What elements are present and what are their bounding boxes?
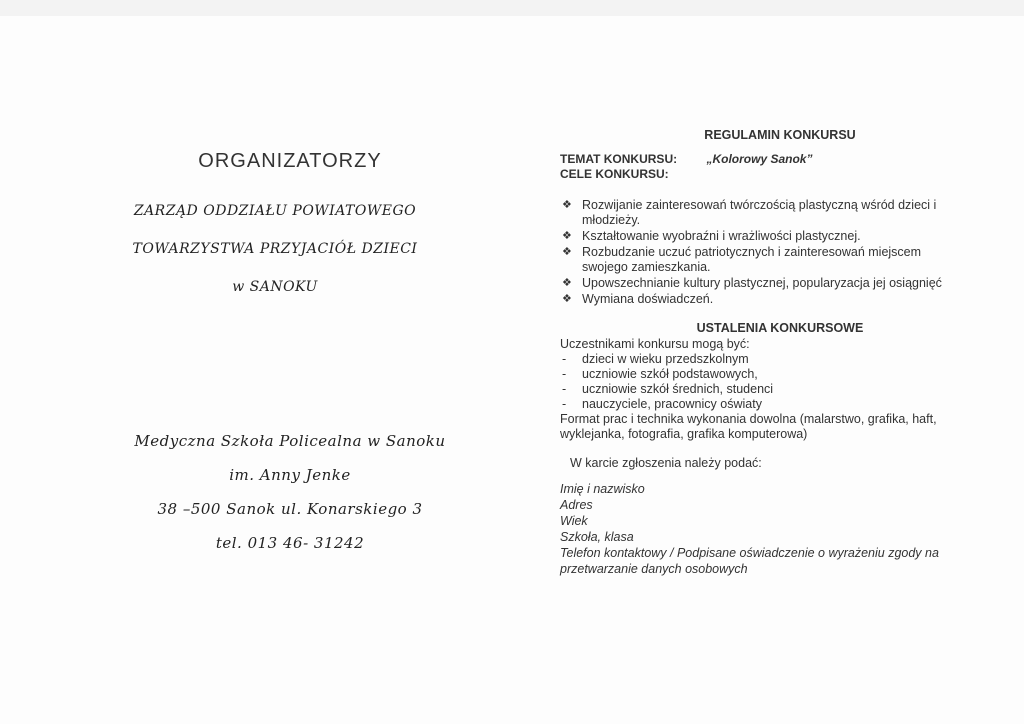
dash-bullet-icon: - — [562, 352, 567, 366]
list-item: - dzieci w wieku przedszkolnym — [562, 352, 749, 366]
diamond-bullet-icon: ❖ — [562, 199, 572, 211]
list-item: ❖ Rozbudzanie uczuć patriotycznych i zainteresowań miejscem swojego zamieszkania. — [562, 245, 922, 274]
field-item: Imię i nazwisko — [560, 482, 645, 496]
list-item: - nauczyciele, pracownicy oświaty — [562, 397, 762, 411]
school-section — [110, 432, 470, 568]
format-note: Format prac i technika wykonania dowolna (malarstwo, grafika, haft, wyklejanka, fotografia, grafika komputerowa) — [560, 412, 937, 441]
organizer-line-2: TOWARZYSTWA PRZYJACIÓŁ DZIECI — [132, 241, 418, 257]
field-item: Telefon kontaktowy / Podpisane oświadczenie o wyrażeniu zgody na przetwarzanie danych osobowych — [560, 546, 939, 576]
list-item: ❖ Rozwijanie zainteresowań twórczością plastyczną wśród dzieci i młodzieży. — [562, 198, 937, 227]
school-name: Medyczna Szkoła Policealna w Sanoku — [134, 432, 446, 450]
organizer-line-1: ZARZĄD ODDZIAŁU POWIATOWEGO — [133, 203, 417, 219]
form-fields — [560, 481, 960, 577]
organizers-title: ORGANIZATORZY — [198, 150, 382, 172]
dash-bullet-icon: - — [562, 397, 567, 411]
participants-intro: Uczestnikami konkursu mogą być: — [560, 337, 750, 351]
field-item: Adres — [560, 498, 593, 512]
participants-list — [560, 352, 960, 412]
theme-value: „Kolorowy Sanok” — [706, 152, 813, 166]
list-item: ❖ Wymiana doświadczeń. — [562, 292, 714, 306]
form-note: W karcie zgłoszenia należy podać: — [570, 456, 762, 470]
list-item: - uczniowie szkół podstawowych, — [562, 367, 758, 381]
rules-title: REGULAMIN KONKURSU — [704, 128, 856, 142]
theme-label: TEMAT KONKURSU: — [560, 152, 678, 166]
organizers-section — [110, 150, 440, 295]
list-item: ❖ Upowszechnianie kultury plastycznej, popularyzacja jej osiągnięć — [562, 276, 942, 290]
theme-row — [560, 152, 960, 167]
dash-bullet-icon: - — [562, 382, 567, 396]
school-phone: tel. 013 46- 31242 — [215, 534, 365, 552]
diamond-bullet-icon: ❖ — [562, 246, 572, 258]
settings-title: USTALENIA KONKURSOWE — [696, 321, 864, 335]
school-patron: im. Anny Jenke — [229, 466, 351, 484]
list-item: ❖ Kształtowanie wyobraźni i wrażliwości plastycznej. — [562, 229, 861, 243]
list-item: - uczniowie szkół średnich, studenci — [562, 382, 774, 396]
diamond-bullet-icon: ❖ — [562, 277, 572, 289]
field-item: Szkoła, klasa — [560, 530, 634, 544]
school-address: 38 –500 Sanok ul. Konarskiego 3 — [157, 500, 423, 518]
dash-bullet-icon: - — [562, 367, 567, 381]
scan-edge — [0, 0, 1024, 16]
organizer-line-3: w SANOKU — [232, 279, 318, 295]
rules-section — [560, 128, 960, 577]
goals-label: CELE KONKURSU: — [560, 167, 669, 181]
goals-list — [560, 198, 960, 307]
field-item: Wiek — [560, 514, 588, 528]
diamond-bullet-icon: ❖ — [562, 230, 572, 242]
diamond-bullet-icon: ❖ — [562, 293, 572, 305]
